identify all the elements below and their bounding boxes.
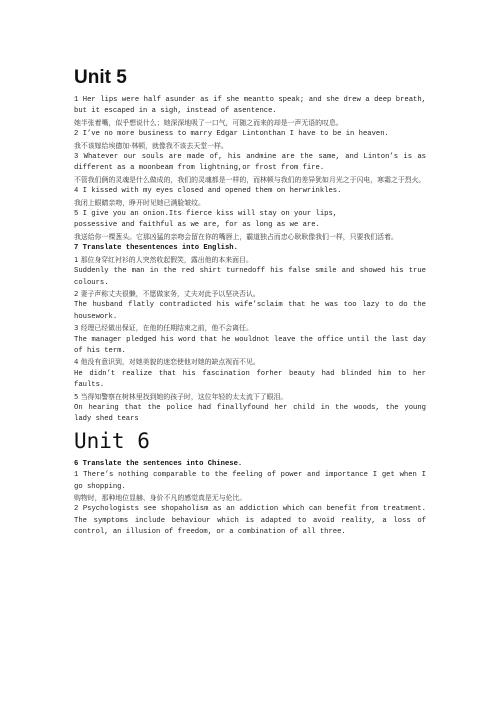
- chinese-text-line: 我送给你一棵葱头。它那凶猛的亲吻会留在你的嘴唇上，霸道独占而忠心耿耿像我们一样，只要我们活着。: [74, 232, 398, 241]
- english-text-line: He didn’t realize that his fascination forher beauty had blinded him to her faults.: [74, 369, 426, 390]
- section6-heading: 6 Translate the sentences into Chinese.: [74, 459, 243, 468]
- chinese-text-line: 她半张着嘴，似乎想说什么；她深深地吸了一口气，可随之而来的却是一声无语的叹息。: [74, 118, 343, 127]
- english-text-line: 4 I kissed with my eyes closed and opened them on herwrinkles.: [74, 187, 342, 196]
- chinese-text-line: 我不该嫁给埃德加·林顿，就像我不该去天堂一样。: [74, 141, 228, 150]
- unit5-body: [74, 95, 426, 243]
- english-text-line: The manager pledged his word that he wouldnot leave the office until the last day of his term.: [74, 335, 426, 355]
- english-text-line: Suddenly the man in the red shirt turnedoff his false smile and showed his true colours.: [74, 267, 426, 287]
- unit6-heading: Unit 6: [74, 428, 150, 453]
- unit6-body: [74, 470, 426, 538]
- chinese-text-line: 1 那位身穿红衬衫的人突然收起假笑，露出他的本来面目。: [74, 255, 253, 264]
- chinese-text-line: 不管我们俩的灵魂是什么做成的，我们的灵魂都是一样的，而林顿与我们的差异犹如月光之于闪电，寒霜之于烈火。: [74, 175, 426, 184]
- english-text-line: 2 Psychologists see shopaholism as an addiction which can benefit from treatment. The symptoms include behaviour which is adapted to avoid reality, a loss of control, an illusion of freedom, or a combination of all three.: [74, 505, 426, 537]
- english-text-line: 5 I give you an onion.Its fierce kiss will stay on your lips,: [74, 210, 338, 219]
- section7-heading: 7 Translate thesentences into English.: [74, 244, 238, 253]
- chinese-text-line: 3 经理已经做出保证，在他的任期结束之前，他不会离任。: [74, 324, 253, 333]
- chinese-text-line: 2 妻子声称丈夫很懒，不愿做家务，丈夫对此予以坚决否认。: [74, 289, 260, 298]
- english-text-line: 3 Whatever our souls are made of, his andmine are the same, and Linton’s is as different as a moonbeam from lightning,or frost from fire.: [74, 153, 426, 173]
- chinese-text-line: 5 当得知警察在树林里找到她的孩子时，这位年轻的太太流下了眼泪。: [74, 392, 288, 401]
- chinese-text-line: 购物时，那种地位显赫、身价不凡的感觉真是无与伦比。: [74, 494, 247, 502]
- english-text-line: 1 Her lips were half asunder as if she meantto speak; and she drew a deep breath, but it escaped in a sigh, instead of asentence.: [74, 96, 426, 116]
- english-text-line: 2 I’ve no more business to marry Edgar Lintonthan I have to be in heaven.: [74, 130, 389, 139]
- unit5-heading: Unit 5: [74, 67, 127, 88]
- section7-body: [74, 255, 426, 426]
- english-text-line: 1 There’s nothing comparable to the feeling of power and importance I get when I go shopping.: [74, 471, 426, 491]
- english-text-line: On hearing that the police had finallyfound her child in the woods, the young lady shed tears: [74, 403, 426, 424]
- chinese-text-line: 我闭上眼睛亲吻，睁开时见她已满脸皱纹。: [74, 198, 205, 207]
- document-content: [74, 66, 426, 539]
- chinese-text-line: 4 他没有意识到，对她美貌的迷恋使他对她的缺点视而不见。: [74, 358, 260, 367]
- english-text-line: The husband flatly contradicted his wife’sclaim that he was too lazy to do the housework.: [74, 301, 426, 321]
- english-text-line: possessive and faithful as we are, for as long as we are.: [74, 221, 320, 230]
